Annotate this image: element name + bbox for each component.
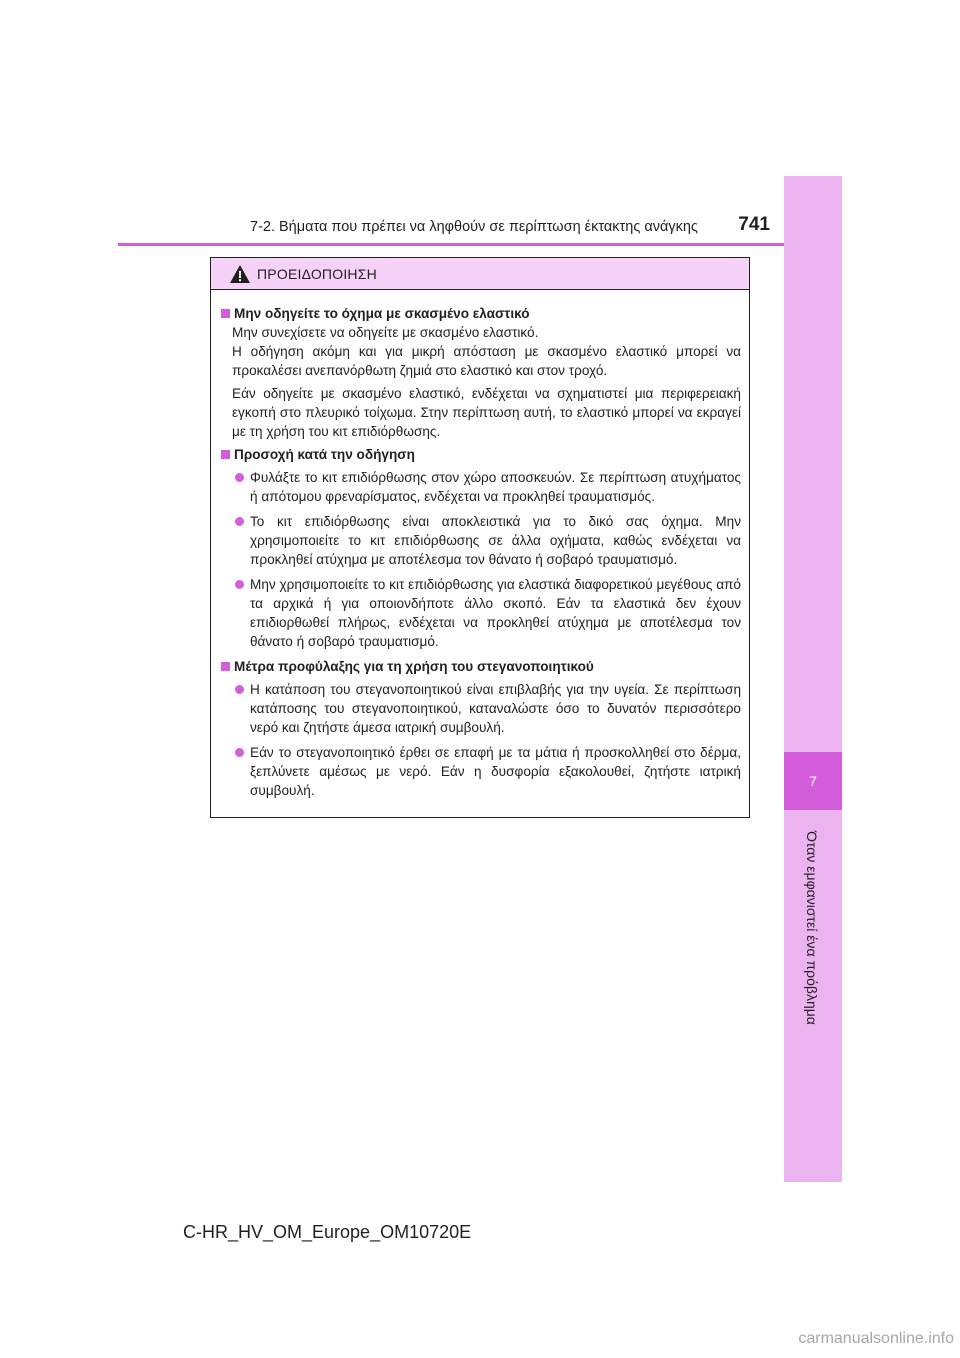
page-number: 741	[738, 214, 770, 235]
header-rule	[118, 243, 784, 246]
paragraph: Μην συνεχίσετε να οδηγείτε με σκασμένο ελαστικό.	[232, 325, 539, 340]
document-code: C-HR_HV_OM_Europe_OM10720E	[183, 1222, 472, 1242]
circle-bullet-icon	[235, 473, 244, 482]
paragraph: Η οδήγηση ακόμη και για μικρή απόσταση με σκασμένο ελαστικό μπορεί να προκαλέσει ανεπανόρθωτη ζημιά στο ελαστικό και στον τροχό.	[232, 344, 741, 378]
list-item: Εάν το στεγανοποιητικό έρθει σε επαφή με τα μάτια ή προσκολληθεί στο δέρμα, ξεπλύνετε αμέσως με νερό. Εάν η δυσφορία εξακολουθεί, ζητήστε ιατρική συμβουλή.	[231, 743, 741, 800]
section-heading: Μέτρα προφύλαξης για τη χρήση του στεγανοποιητικού	[221, 657, 741, 676]
square-bullet-icon	[221, 450, 230, 459]
warning-header	[211, 258, 749, 290]
circle-bullet-icon	[235, 580, 244, 589]
warning-box	[210, 257, 750, 818]
paragraph: Εάν οδηγείτε με σκασμένο ελαστικό, ενδέχεται να σχηματιστεί μια περιφερειακή εγκοπή στο πλευρικό τοίχωμα. Στην περίπτωση αυτή, το ελαστικό μπορεί να εκραγεί με τη χρήση του κιτ επιδιόρθωσης.	[232, 386, 741, 439]
circle-bullet-icon	[235, 517, 244, 526]
warning-triangle-icon	[229, 264, 251, 284]
warning-body	[211, 290, 749, 800]
square-bullet-icon	[221, 309, 230, 318]
section-heading: Προσοχή κατά την οδήγηση	[221, 445, 741, 464]
circle-bullet-icon	[235, 748, 244, 757]
section-heading: Μην οδηγείτε το όχημα με σκασμένο ελαστικό	[221, 304, 741, 323]
list-item: Φυλάξτε το κιτ επιδιόρθωσης στον χώρο αποσκευών. Σε περίπτωση ατυχήματος ή απότομου φρεναρίσματος, ενδέχεται να προκληθεί τραυματισμός.	[231, 468, 741, 506]
chapter-number: 7	[784, 752, 842, 810]
list-item: Μην χρησιμοποιείτε το κιτ επιδιόρθωσης για ελαστικά διαφορετικού μεγέθους από τα αρχικά ή για οποιονδήποτε άλλο σκοπό. Εάν τα ελαστικά δεν έχουν επιδιορθωθεί πλήρως, ενδέχεται να προκληθεί ατύχημα με αποτέλεσμα τον θάνατο ή σοβαρό τραυματισμό.	[231, 575, 741, 651]
watermark-text: carmanualsonline.info	[798, 1330, 954, 1347]
square-bullet-icon	[221, 662, 230, 671]
chapter-title: Όταν εμφανιστεί ένα πρόβλημα	[804, 831, 820, 1025]
section-title: 7-2. Βήματα που πρέπει να ληφθούν σε περίπτωση έκτακτης ανάγκης	[250, 219, 698, 235]
list-item: Η κατάποση του στεγανοποιητικού είναι επιβλαβής για την υγεία. Σε περίπτωση κατάποσης του στεγανοποιητικού, καταναλώστε όσο το δυνατόν περισσότερο νερό και ζητήστε άμεσα ιατρική συμβουλή.	[231, 680, 741, 737]
warning-title: ΠΡΟΕΙΔΟΠΟΙΗΣΗ	[257, 265, 377, 282]
chapter-side-tab	[784, 176, 842, 1182]
circle-bullet-icon	[235, 685, 244, 694]
list-item: Το κιτ επιδιόρθωσης είναι αποκλειστικά για το δικό σας όχημα. Μην χρησιμοποιείτε το κιτ επιδιόρθωσης σε άλλα οχήματα, καθώς ενδέχεται να προκληθεί ατύχημα με αποτέλεσμα τον θάνατο ή σοβαρό τραυματισμό.	[231, 512, 741, 569]
